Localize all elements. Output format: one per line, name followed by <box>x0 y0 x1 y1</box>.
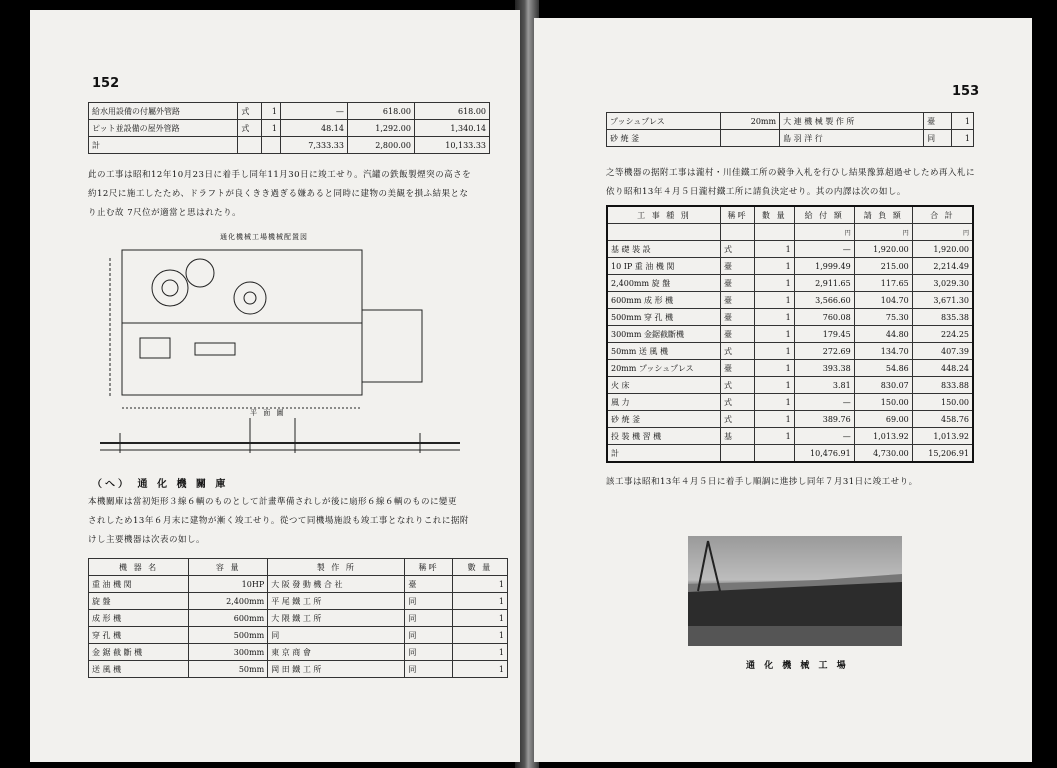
floor-plan-svg <box>100 228 500 458</box>
table-row: 10 IP 重 油 機 関 臺 1 1,999.49 215.00 2,214.49 <box>607 258 973 275</box>
top-cost-table <box>88 102 490 154</box>
table-row: 金 鋸 截 斷 機 300mm 東 京 商 會 同 1 <box>89 644 508 661</box>
table-row: 旋 盤 2,400mm 平 尾 鐵 工 所 同 1 <box>89 593 508 610</box>
drawing-title: 通化機械工場機械配置図 <box>220 233 308 241</box>
table-header: 機 器 名 容 量 製 作 所 稱呼 數 量 <box>89 559 508 576</box>
table-row: 50mm 送 風 機 式 1 272.69 134.70 407.39 <box>607 343 973 360</box>
paragraph-contract: 之等機器の据附工事は瀧村・川佳鐵工所の競争入札を行ひし結果豫算超過せしため再入札に 依り昭和13年４月５日瀧村鐵工所に請負決定せり。其の内譯は次の如し。 <box>606 168 976 197</box>
top-machine-table-continued <box>606 112 974 147</box>
table-header: 工 事 種 別 稱呼 數 量 給 付 額 請 負 額 合 計 <box>607 206 973 224</box>
factory-photo <box>688 536 902 646</box>
factory-photo-svg <box>688 536 902 646</box>
table-row: 2,400mm 旋 盤 臺 1 2,911.65 117.65 3,029.30 <box>607 275 973 292</box>
section-heading: （へ） 通 化 機 關 庫 <box>92 479 229 490</box>
table-row: 給水用設備の付屬外管路 式 1 — 618.00 618.00 <box>89 103 490 120</box>
table-row: 送 風 機 50mm 岡 田 鐵 工 所 同 1 <box>89 661 508 678</box>
table-row: 穿 孔 機 500mm 同 同 1 <box>89 627 508 644</box>
table-row: 500mm 穿 孔 機 臺 1 760.08 75.30 835.38 <box>607 309 973 326</box>
table-row: プッシュプレス 20mm 大 連 機 械 製 作 所 臺 1 <box>607 113 974 130</box>
page-number: 153 <box>952 84 980 99</box>
paragraph-engine-shed: 本機關庫は當初矩形３線６輌のものとして計畫準備されしが後に扇形６線６輌のものに變更 されしため13年６月末に建物が漸く竣工せり。從つて同機場施設も竣工事となれりこれに据附 けし主要機器は次表の如し。 <box>88 497 469 545</box>
table-row: 300mm 金鋸截斷機 臺 1 179.45 44.80 224.25 <box>607 326 973 343</box>
page-number: 152 <box>92 76 120 91</box>
table-row: 20mm プッシュプレス 臺 1 393.38 54.86 448.24 <box>607 360 973 377</box>
unit-row: 円 円 円 <box>607 224 973 241</box>
paragraph-completion: 該工事は昭和13年４月５日に着手し順調に進捗し同年７月31日に竣工せり。 <box>606 477 918 487</box>
table-row: 基 礎 裝 設 式 1 — 1,920.00 1,920.00 <box>607 241 973 258</box>
left-page <box>30 10 520 762</box>
right-page <box>534 18 1032 762</box>
table-row: 投 裝 機 習 機 基 1 — 1,013.92 1,013.92 <box>607 428 973 445</box>
table-row: 重 油 機 関 10HP 大 阪 發 動 機 合 社 臺 1 <box>89 576 508 593</box>
table-row: 砂 焼 釜 島 羽 洋 行 同 1 <box>607 130 974 147</box>
table-row: 計 10,476.91 4,730.00 15,206.91 <box>607 445 973 463</box>
paragraph-furnace: 此の工事は昭和12年10月23日に着手し同年11月30日に竣工せり。汽罐の鉄飯製煙突の高さを 約12尺に施工したため、ドラフトが良くきき過ぎる嫌あると同時に建物の美観を損ふ結果とな り止む故 7尺位が適當と思はれたり。 <box>88 170 472 218</box>
table-row: 600mm 成 形 機 臺 1 3,566.60 104.70 3,671.30 <box>607 292 973 309</box>
machine-table <box>88 558 508 678</box>
photo-caption: 通 化 機 械 工 場 <box>746 661 849 671</box>
table-row: 風 力 式 1 — 150.00 150.00 <box>607 394 973 411</box>
table-row: 計 7,333.33 2,800.00 10,133.33 <box>89 137 490 154</box>
table-row: ピット並設備の屋外管路 式 1 48.14 1,292.00 1,340.14 <box>89 120 490 137</box>
machine-layout-drawing <box>100 228 500 458</box>
installation-cost-table <box>606 205 974 463</box>
table-row: 成 形 機 600mm 大 隈 鐵 工 所 同 1 <box>89 610 508 627</box>
table-row: 砂 焼 釜 式 1 389.76 69.00 458.76 <box>607 411 973 428</box>
table-row: 火 床 式 1 3.81 830.07 833.88 <box>607 377 973 394</box>
drawing-label: 平 面 圖 <box>250 409 286 417</box>
